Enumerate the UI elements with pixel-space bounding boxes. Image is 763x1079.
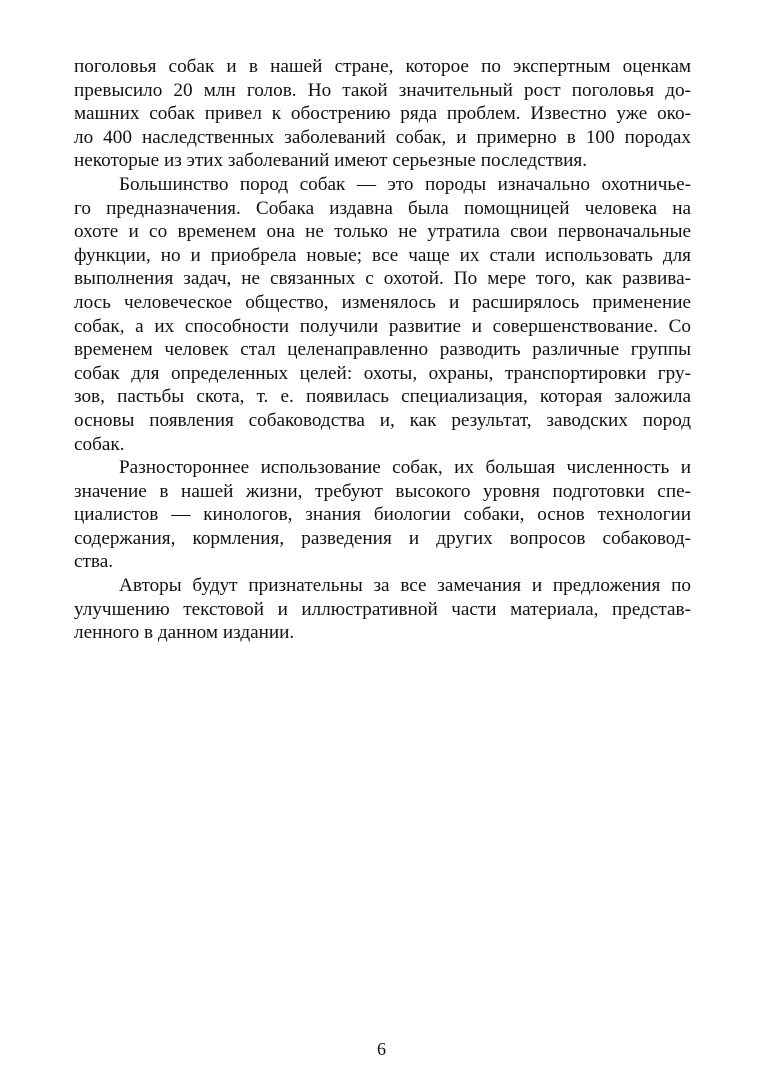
text-line: содержания, кормления, разведения и других вопросов собаковод- <box>74 527 691 549</box>
text-line: основы появления собаководства и, как результат, заводских пород <box>74 409 691 431</box>
text-line: собак для определенных целей: охоты, охраны, транспортировки гру- <box>74 362 691 384</box>
text-line: собак, а их способности получили развитие и совершенствование. Со <box>74 315 691 337</box>
text-line: собак. <box>74 433 125 455</box>
text-line: лось человеческое общество, изменялось и расширялось применение <box>74 291 691 313</box>
text-line: Большинство пород собак — это породы изначально охотничье- <box>119 173 691 195</box>
text-line: выполнения задач, не связанных с охотой. По мере того, как развива- <box>74 268 691 290</box>
text-line: ства. <box>74 551 114 573</box>
page-body <box>74 55 691 645</box>
text-line: значение в нашей жизни, требуют высокого уровня подготовки спе- <box>74 480 691 502</box>
text-line: ло 400 наследственных заболеваний собак, и примерно в 100 породах <box>74 126 691 148</box>
paragraph <box>74 173 691 456</box>
text-line: некоторые из этих заболеваний имеют серьезные последствия. <box>74 150 588 172</box>
text-line: улучшению текстовой и иллюстративной части материала, представ- <box>74 598 691 620</box>
text-line: зов, пастьбы скота, т. е. появилась специализация, которая заложила <box>74 386 691 408</box>
paragraph <box>74 55 691 173</box>
text-line: циалистов — кинологов, знания биологии собаки, основ технологии <box>74 504 691 526</box>
text-line: машних собак привел к обострению ряда проблем. Известно уже око- <box>74 103 691 125</box>
text-line: ленного в данном издании. <box>74 622 295 644</box>
text-line: поголовья собак и в нашей стране, которое по экспертным оценкам <box>74 56 691 77</box>
text-line: охоте и со временем она не только не утратила свои первоначальные <box>74 221 691 243</box>
paragraph <box>74 456 691 574</box>
text-line: превысило 20 млн голов. Но такой значительный рост поголовья до- <box>74 79 691 101</box>
text-line: Разностороннее использование собак, их большая численность и <box>119 457 691 479</box>
page-number: 6 <box>377 1039 386 1059</box>
text-line: го предназначения. Собака издавна была помощницей человека на <box>74 197 691 219</box>
text-line: Авторы будут признательны за все замечания и предложения по <box>119 575 691 597</box>
text-line: функции, но и приобрела новые; все чаще их стали использовать для <box>74 244 691 266</box>
text-line: временем человек стал целенаправленно разводить различные группы <box>74 339 691 361</box>
paragraph <box>74 574 691 645</box>
